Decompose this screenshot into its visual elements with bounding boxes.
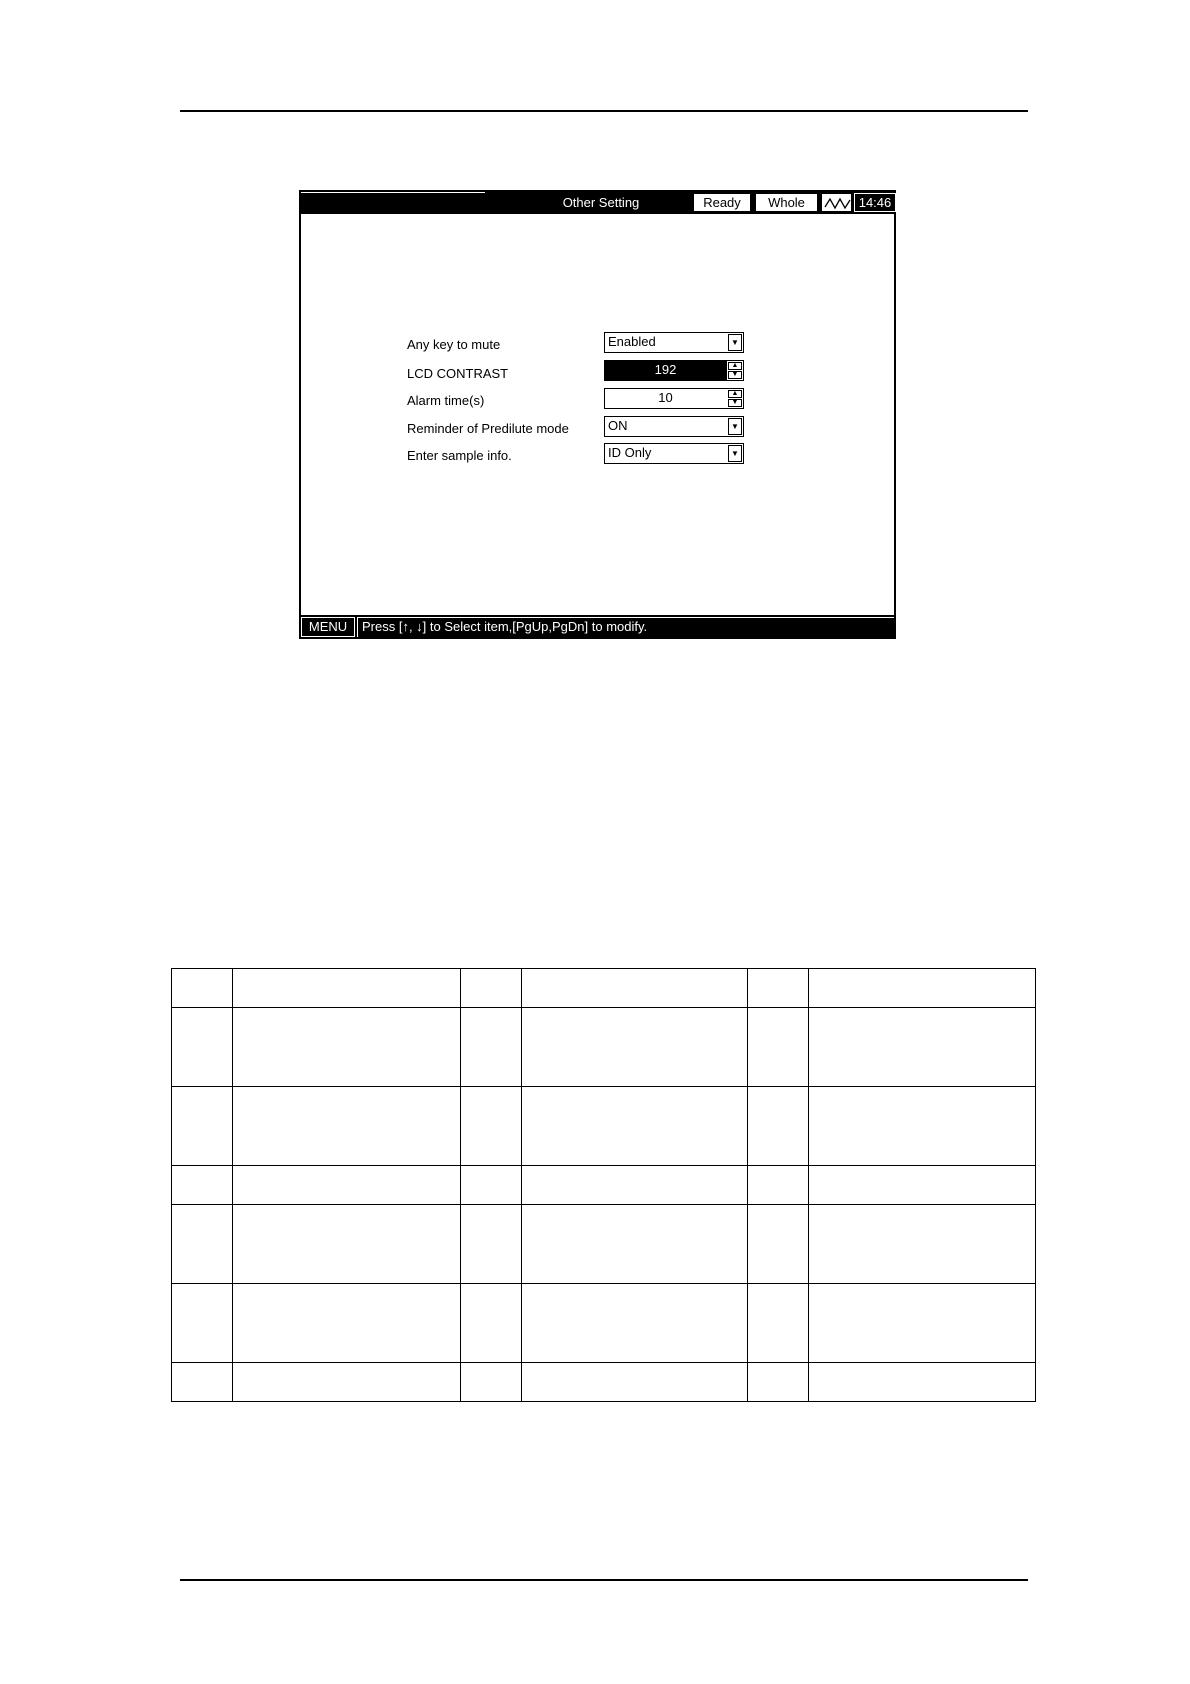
table-cell xyxy=(809,1363,1036,1402)
label-alarm-time: Alarm time(s) xyxy=(407,393,485,408)
table-row xyxy=(172,1087,1036,1166)
status-ready: Ready xyxy=(693,193,751,212)
status-bar xyxy=(301,615,894,637)
table-row xyxy=(172,969,1036,1008)
table-cell xyxy=(233,1008,461,1087)
table-cell xyxy=(172,1087,233,1166)
empty-table xyxy=(171,968,1036,1402)
label-lcd-contrast: LCD CONTRAST xyxy=(407,366,509,381)
table-cell xyxy=(233,1284,461,1363)
chevron-down-icon[interactable]: ▼ xyxy=(728,445,742,462)
table-cell xyxy=(809,1205,1036,1284)
table-row xyxy=(172,1284,1036,1363)
table-cell xyxy=(461,1363,522,1402)
table-cell xyxy=(233,1087,461,1166)
table-row xyxy=(172,1008,1036,1087)
table-cell xyxy=(809,969,1036,1008)
table-cell xyxy=(748,1087,809,1166)
table-cell xyxy=(172,1205,233,1284)
lcd-contrast-stepper[interactable] xyxy=(604,360,744,381)
screen-title: Other Setting xyxy=(562,195,640,210)
table-cell xyxy=(461,1087,522,1166)
table-cell xyxy=(522,1008,748,1087)
table-cell xyxy=(809,1087,1036,1166)
table-cell xyxy=(809,1284,1036,1363)
table-row xyxy=(172,1363,1036,1402)
table-cell xyxy=(748,1284,809,1363)
table-cell xyxy=(748,1363,809,1402)
any-key-to-mute-dropdown[interactable] xyxy=(604,332,744,353)
table-row xyxy=(172,1205,1036,1284)
lcd-contrast-value: 192 xyxy=(654,362,677,377)
chevron-down-icon[interactable]: ▼ xyxy=(728,334,742,351)
table-cell xyxy=(522,1087,748,1166)
table-cell xyxy=(172,1166,233,1205)
table-cell xyxy=(461,969,522,1008)
table-cell xyxy=(809,1166,1036,1205)
other-setting-screen xyxy=(299,190,896,639)
hint-text: Press [↑, ↓] to Select item,[PgUp,PgDn] to modify. xyxy=(357,617,894,637)
label-predilute-reminder: Reminder of Predilute mode xyxy=(407,421,569,436)
label-enter-sample-info: Enter sample info. xyxy=(407,448,512,463)
enter-sample-info-dropdown[interactable] xyxy=(604,443,744,464)
table-cell xyxy=(748,1008,809,1087)
table-cell xyxy=(748,1166,809,1205)
table-cell xyxy=(233,969,461,1008)
table-cell xyxy=(172,1284,233,1363)
clock: 14:46 xyxy=(854,193,896,212)
wave-icon xyxy=(821,193,852,212)
spin-down-icon[interactable]: ▼ xyxy=(728,399,742,407)
status-mode: Whole xyxy=(755,193,818,212)
table-cell xyxy=(172,1008,233,1087)
predilute-reminder-dropdown[interactable] xyxy=(604,416,744,437)
table-cell xyxy=(461,1284,522,1363)
title-bar-notch xyxy=(301,192,485,193)
table-row xyxy=(172,1166,1036,1205)
table-cell xyxy=(233,1363,461,1402)
alarm-time-spin[interactable] xyxy=(728,390,742,407)
enter-sample-info-value: ID Only xyxy=(608,445,652,460)
table-cell xyxy=(522,1363,748,1402)
table-cell xyxy=(172,969,233,1008)
footer-rule xyxy=(180,1579,1028,1581)
table-cell xyxy=(461,1205,522,1284)
any-key-to-mute-value: Enabled xyxy=(608,334,656,349)
label-any-key-to-mute: Any key to mute xyxy=(407,337,501,352)
table-cell xyxy=(233,1205,461,1284)
table-cell xyxy=(522,1166,748,1205)
table-cell xyxy=(461,1166,522,1205)
table-cell xyxy=(522,1284,748,1363)
title-bar xyxy=(301,192,894,214)
header-rule xyxy=(180,110,1028,112)
chevron-down-icon[interactable]: ▼ xyxy=(728,418,742,435)
alarm-time-value: 10 xyxy=(658,390,673,405)
table-cell xyxy=(172,1363,233,1402)
spin-down-icon[interactable]: ▼ xyxy=(728,371,742,379)
spin-up-icon[interactable]: ▲ xyxy=(728,362,742,370)
table-cell xyxy=(748,969,809,1008)
spin-up-icon[interactable]: ▲ xyxy=(728,390,742,398)
table-cell xyxy=(748,1205,809,1284)
lcd-contrast-spin[interactable] xyxy=(728,362,742,379)
table-cell xyxy=(522,1205,748,1284)
table-cell xyxy=(233,1166,461,1205)
table-cell xyxy=(461,1008,522,1087)
menu-button[interactable]: MENU xyxy=(301,617,355,637)
table-cell xyxy=(809,1008,1036,1087)
alarm-time-stepper[interactable] xyxy=(604,388,744,409)
predilute-reminder-value: ON xyxy=(608,418,628,433)
table-cell xyxy=(522,969,748,1008)
